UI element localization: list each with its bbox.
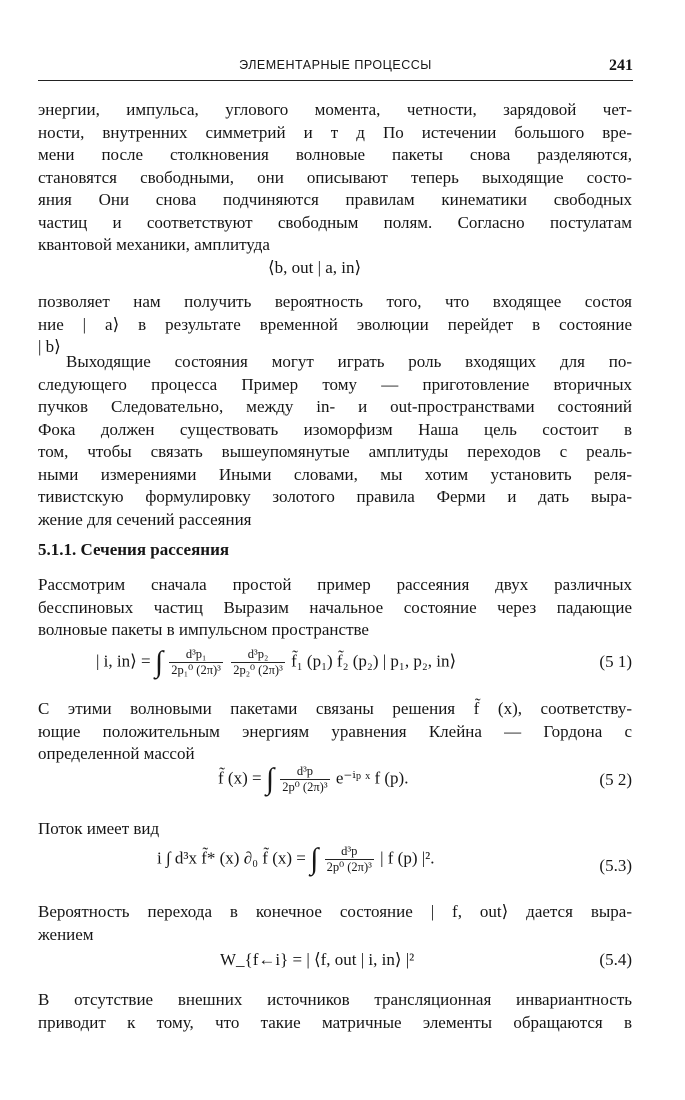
text-line: Выходящие состояния могут играть роль входящих для по- (66, 352, 632, 371)
running-header (38, 58, 633, 81)
eq3-lhs: i ∫ d³x f̃* (x) ∂₀ f̃ (x) = (157, 848, 306, 868)
integral-sign-icon: ∫ (154, 645, 164, 679)
text-line: определенной массой (38, 744, 195, 763)
eq1-rhs: f̃₁ (p₁) f̃₂ (p₂) | p₁, p₂, in⟩ (291, 651, 457, 671)
text-line: пучков Следовательно, между in- и out-пространствами состояний (38, 397, 632, 416)
text-line: яния Они снова подчиняются правилам кинематики свободных (38, 190, 632, 209)
eq1-fraction-1 (169, 647, 223, 678)
eq3-frac-num: d³p (325, 844, 374, 860)
text-line: энергии, импульса, углового момента, четности, зарядовой чет- (38, 100, 632, 119)
section-title: 5.1.1. Сечения рассеяния (38, 540, 230, 559)
paragraph-6: Поток имеет вид (38, 819, 160, 838)
text-line: тивистскую формулировку золотого правила Ферми и дать выра- (38, 487, 632, 506)
text-line: | b⟩ (38, 337, 61, 356)
equation-5-2 (218, 764, 408, 795)
equation-5-4: W_{f←i} = | ⟨f, out | i, in⟩ |² (220, 950, 415, 969)
eq3-fraction (325, 844, 374, 875)
text-line: квантовой механики, амплитуда (38, 235, 270, 254)
text-line: Рассмотрим сначала простой пример рассеяния двух различных (38, 575, 632, 594)
text-line: следующего процесса Пример тому — приготовление вторичных (38, 374, 632, 394)
text-line: становятся свободными, они описывают теперь выходящие состо- (38, 167, 632, 187)
text-line: В отсутствие внешних источников трансляционная инвариантность (38, 990, 632, 1009)
eq1-frac2-num: d³p₂ (231, 647, 285, 663)
integral-sign-icon: ∫ (310, 842, 319, 876)
text-line: Фока должен существовать изоморфизм Наша цель состоит в (38, 419, 632, 439)
eq1-fraction-2 (231, 647, 285, 678)
text-line: том, чтобы связать вышеупомянутые амплитуды переходов с реаль- (38, 442, 632, 461)
text-line: мени после столкновения волновые пакеты снова разделяются, (38, 145, 632, 164)
text-line: С этими волновыми пакетами связаны решения f̃ (x), соответству- (38, 699, 632, 718)
running-title: ЭЛЕМЕНТАРНЫЕ ПРОЦЕССЫ (239, 58, 432, 72)
text-line: жением (38, 924, 94, 944)
eq3-frac-den: 2p⁰ (2π)³ (326, 860, 372, 874)
amplitude-expression: ⟨b, out | a, in⟩ (268, 258, 362, 277)
equation-5-3 (157, 844, 435, 875)
text-line: позволяет нам получить вероятность того, что входящее состоя (38, 292, 632, 311)
eq1-frac2-den: 2p₂⁰ (2π)³ (233, 663, 283, 677)
text-line: ными измерениями Иными словами, мы хотим установить реля- (38, 464, 632, 484)
equation-5-1 (96, 647, 456, 678)
eq1-frac1-den: 2p₁⁰ (2π)³ (171, 663, 221, 677)
equation-number: (5.4) (599, 950, 632, 969)
page-number: 241 (609, 57, 633, 74)
text-line: бесспиновых частиц Выразим начальное состояние через падающие (38, 597, 632, 617)
text-line: Вероятность перехода в конечное состояние | f, out⟩ дается выра- (38, 902, 632, 921)
text-line: ности, внутренних симметрий и т д По истечении большого вре- (38, 122, 632, 142)
eq1-frac1-num: d³p₁ (169, 647, 223, 663)
eq2-frac-den: 2p⁰ (2π)³ (282, 780, 328, 794)
text-line: волновые пакеты в импульсном пространстве (38, 620, 369, 639)
equation-number: (5 1) (599, 652, 632, 671)
text-line: ние | a⟩ в результате временной эволюции перейдет в состояние (38, 314, 632, 334)
eq3-rhs: | f (p) |². (380, 848, 435, 868)
text-line: частиц и соответствуют свободным полям. Согласно постулатам (38, 212, 632, 232)
eq2-frac-num: d³p (280, 764, 329, 780)
eq2-lhs: f̃ (x) = (218, 768, 262, 788)
equation-number: (5.3) (599, 856, 632, 875)
integral-sign-icon: ∫ (265, 762, 275, 796)
eq1-lhs: | i, in⟩ = (96, 651, 151, 671)
text-line: жение для сечений рассеяния (38, 509, 252, 529)
equation-number: (5 2) (599, 770, 632, 789)
eq2-fraction (280, 764, 329, 795)
eq2-rhs: e⁻ⁱᵖ ˣ f (p). (335, 768, 409, 788)
text-line: приводит к тому, что такие матричные элементы обращаются в (38, 1012, 632, 1032)
text-line: ющие положительным энергиям уравнения Клейна — Гордона с (38, 721, 632, 741)
